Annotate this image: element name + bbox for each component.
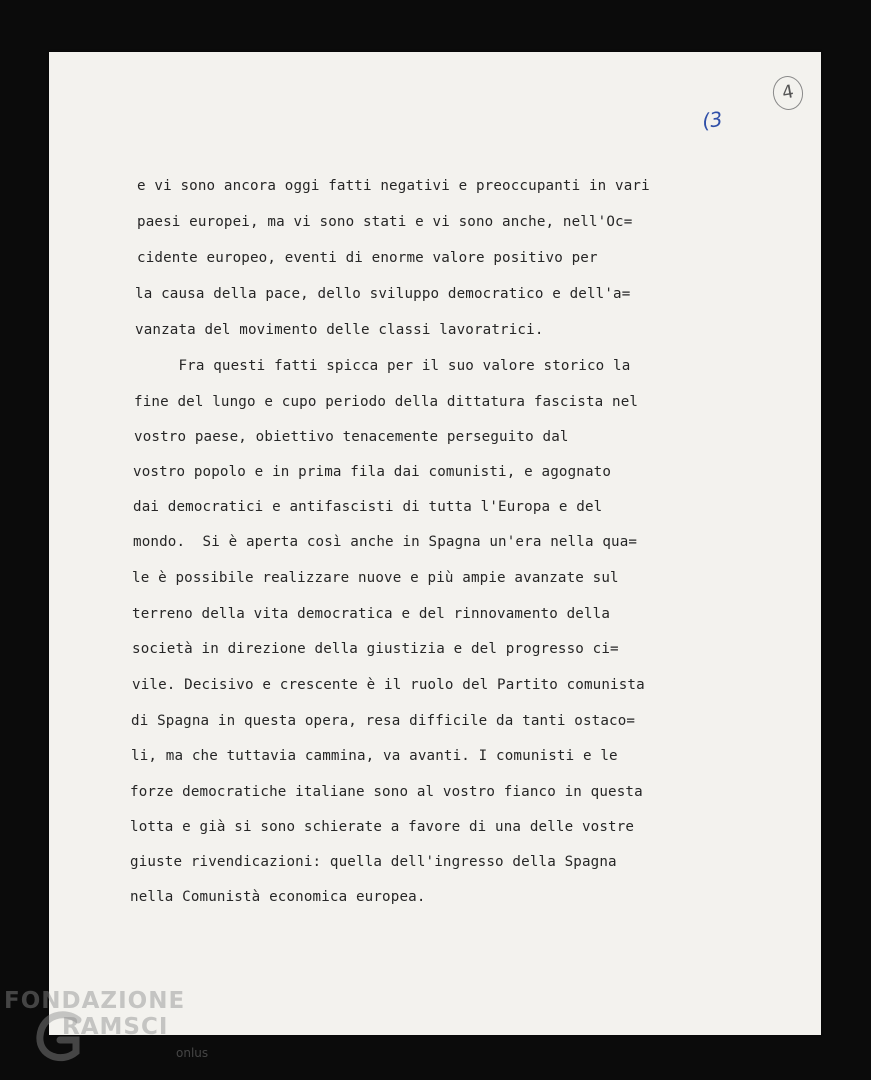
- text-line: la causa della pace, dello sviluppo democratico e dell'a=: [135, 286, 631, 302]
- text-line: nella Comunistà economica europea.: [130, 889, 426, 905]
- watermark-line-1: FONDAZIONE: [4, 988, 186, 1014]
- text-line: mondo. Si è aperta così anche in Spagna un'era nella qua=: [133, 534, 638, 550]
- text-line: vostro popolo e in prima fila dai comunisti, e agognato: [133, 464, 612, 480]
- fondazione-gramsci-watermark: [4, 984, 224, 1080]
- text-line: dai democratici e antifascisti di tutta l'Europa e del: [133, 499, 603, 515]
- text-line: terreno della vita democratica e del rinnovamento della: [132, 606, 611, 622]
- circled-page-number: 4: [770, 74, 805, 113]
- text-line: vile. Decisivo e crescente è il ruolo del Partito comunista: [132, 677, 645, 693]
- text-line: società in direzione della giustizia e del progresso ci=: [132, 641, 619, 657]
- text-line: fine del lungo e cupo periodo della dittatura fascista nel: [134, 394, 639, 410]
- text-line: le è possibile realizzare nuove e più ampie avanzate sul: [132, 570, 619, 586]
- watermark-suffix: onlus: [176, 1046, 209, 1060]
- text-line: lotta e già si sono schierate a favore di una delle vostre: [130, 819, 635, 835]
- text-line: Fra questi fatti spicca per il suo valore storico la: [135, 358, 631, 374]
- text-line: di Spagna in questa opera, resa difficile da tanti ostaco=: [131, 713, 636, 729]
- watermark-line-2: RAMSCI: [62, 1014, 169, 1040]
- text-line: paesi europei, ma vi sono stati e vi sono anche, nell'Oc=: [137, 214, 633, 230]
- text-line: giuste rivendicazioni: quella dell'ingresso della Spagna: [130, 854, 617, 870]
- text-line: vostro paese, obiettivo tenacemente perseguito dal: [134, 429, 569, 445]
- handwritten-page-mark: (3: [700, 106, 725, 134]
- text-line: li, ma che tuttavia cammina, va avanti. I comunisti e le: [131, 748, 618, 764]
- document-page: [49, 52, 821, 1035]
- text-line: e vi sono ancora oggi fatti negativi e preoccupanti in vari: [137, 178, 650, 194]
- text-line: forze democratiche italiane sono al vostro fianco in questa: [130, 784, 643, 800]
- text-line: cidente europeo, eventi di enorme valore positivo per: [137, 250, 598, 266]
- text-line: vanzata del movimento delle classi lavoratrici.: [135, 322, 544, 338]
